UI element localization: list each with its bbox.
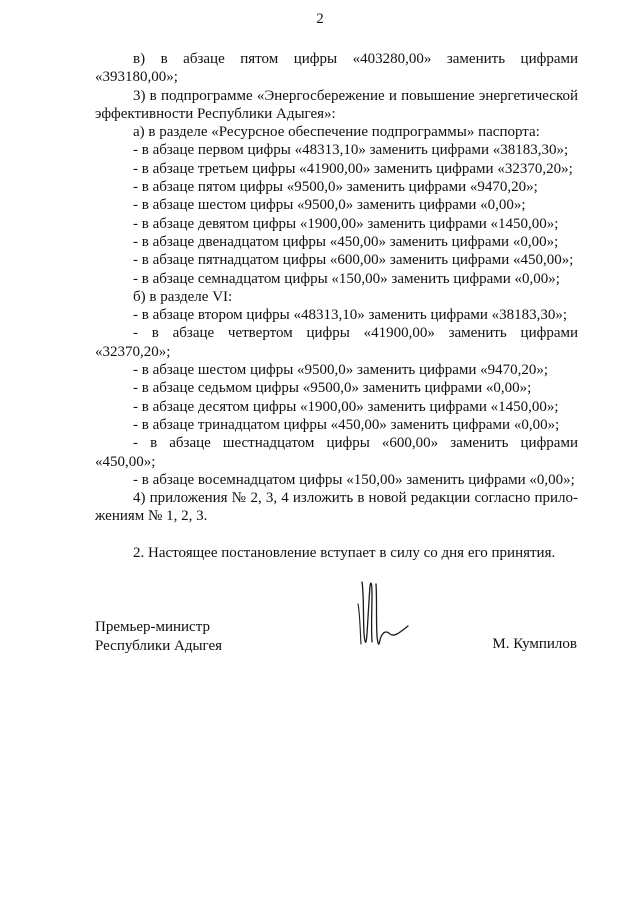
paragraph-line: эффективности Республики Адыгея»: (95, 105, 336, 122)
position-region: Республики Адыгея (95, 637, 223, 654)
list-item: - в абзаце шестом цифры «9500,0» заменить цифрами «0,00»; (133, 197, 526, 214)
list-item: - в абзаце семнадцатом цифры «150,00» заменить цифрами «0,00»; (133, 270, 560, 287)
paragraph-line: 3) в подпрограмме «Энергосбережение и повышение энергетической (133, 87, 578, 104)
list-item-continuation: «450,00»; (95, 453, 156, 470)
list-item: - в абзаце тринадцатом цифры «450,00» заменить цифрами «0,00»; (133, 416, 560, 433)
list-item: - в абзаце восемнадцатом цифры «150,00» заменить цифрами «0,00»; (133, 471, 575, 488)
paragraph-line: а) в разделе «Ресурсное обеспечение подпрограммы» паспорта: (133, 124, 540, 141)
paragraph-line: б) в разделе VI: (133, 288, 233, 305)
list-item: - в абзаце пятом цифры «9500,0» заменить цифрами «9470,20»; (133, 179, 538, 196)
list-item: - в абзаце десятом цифры «1900,00» заменить цифрами «1450,00»; (133, 398, 559, 415)
signatory-name: М. Кумпилов (492, 636, 577, 652)
list-item: - в абзаце втором цифры «48313,10» заменить цифрами «38183,30»; (133, 307, 568, 324)
document-body (95, 50, 578, 562)
list-item: - в абзаце шестом цифры «9500,0» заменить цифрами «9470,20»; (133, 362, 549, 379)
list-item: - в абзаце двенадцатом цифры «450,00» заменить цифрами «0,00»; (133, 233, 559, 250)
list-item: - в абзаце первом цифры «48313,10» заменить цифрами «38183,30»; (133, 142, 569, 159)
paragraph-line: жениям № 1, 2, 3. (95, 508, 208, 525)
signatory-position (95, 618, 222, 655)
paragraph-line: 2. Настоящее постановление вступает в силу со дня его принятия. (133, 544, 556, 561)
paragraph-line: в) в абзаце пятом цифры «403280,00» заменить цифрами (133, 51, 578, 67)
list-item-continuation: «32370,20»; (95, 343, 171, 360)
list-item: - в абзаце шестнадцатом цифры «600,00» заменить цифрами (133, 435, 578, 452)
list-item: - в абзаце третьем цифры «41900,00» заменить цифрами «32370,20»; (133, 160, 573, 177)
position-title: Премьер-министр (95, 619, 210, 635)
list-item: - в абзаце пятнадцатом цифры «600,00» заменить цифрами «450,00»; (133, 252, 574, 269)
paragraph-line: «393180,00»; (95, 69, 178, 86)
handwritten-signature (352, 574, 412, 654)
paragraph-line: 4) приложения № 2, 3, 4 изложить в новой редакции согласно прило- (133, 490, 578, 507)
list-item: - в абзаце седьмом цифры «9500,0» заменить цифрами «0,00»; (133, 380, 532, 397)
list-item: - в абзаце четвертом цифры «41900,00» заменить цифрами (133, 325, 578, 342)
page-number: 2 (316, 11, 324, 27)
list-item: - в абзаце девятом цифры «1900,00» заменить цифрами «1450,00»; (133, 215, 559, 232)
